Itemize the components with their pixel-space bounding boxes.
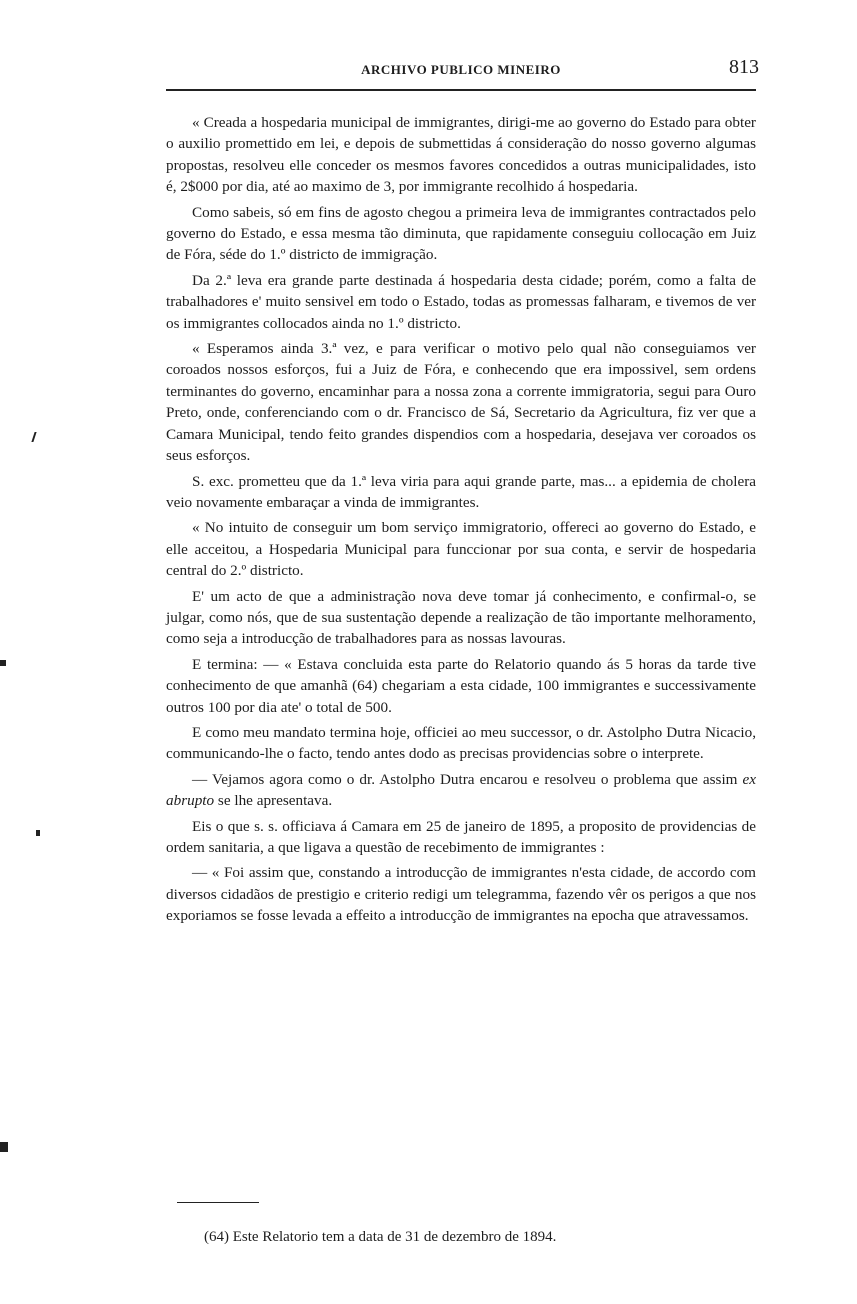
margin-mark bbox=[0, 660, 6, 666]
footnote-rule bbox=[177, 1202, 259, 1203]
paragraph: Da 2.ª leva era grande parte destinada á hospedaria desta cidade; porém, como a falta de trabalhadores e' muito sensivel em todo o Estado, todas as promessas falharam, e tivemos de ver os immigrantes collocados ainda no 1.º districto. bbox=[166, 271, 756, 332]
paragraph: « Creada a hospedaria municipal de immigrantes, dirigi-me ao governo do Estado para obter o auxilio promettido em lei, e depois de submettidas á consideração do nosso governo algumas propostas, resolveu elle conceder os mesmos favores concedidos a outras municipalidades, isto é, 2$000 por dia, até ao maximo de 3, por immigrante recolhido á hospedaria. bbox=[166, 114, 756, 196]
margin-mark bbox=[36, 830, 40, 836]
paragraph: S. exc. prometteu que da 1.ª leva viria para aqui grande parte, mas... a epidemia de cholera veio novamente embaraçar a vinda de immigrantes. bbox=[166, 472, 756, 511]
footnote: (64) Este Relatorio tem a data de 31 de dezembro de 1894. bbox=[204, 1229, 557, 1245]
margin-mark bbox=[0, 1142, 8, 1152]
paragraph: « Esperamos ainda 3.ª vez, e para verificar o motivo pelo qual não conseguiamos ver coroados nossos esforços, fui a Juiz de Fóra, e conhecendo que era impossivel, sem ordens terminantes do governo, encaminhar para a nossa zona a corrente immigratoria, segui para Ouro Preto, onde, conferenciando com o dr. Francisco de Sá, Secretario da Agricultura, fiz ver que a Camara Municipal, tendo feito grandes dispendios com a hospedaria, desejava ver coroados os seus esforços. bbox=[166, 340, 756, 465]
margin-mark bbox=[31, 432, 36, 442]
paragraph: E' um acto de que a administração nova deve tomar já conhecimento, e confirmal-o, se julgar, como nós, que de sua sustentação depende a realização de tão importante melhoramento, como seja a introducção de trabalhadores para as nossas lavouras. bbox=[166, 587, 756, 648]
italic-phrase: ex abrupto bbox=[166, 770, 756, 810]
paragraph: Como sabeis, só em fins de agosto chegou a primeira leva de immigrantes contractados pelo governo do Estado, e essa mesma tão diminuta, que rapidamente conseguiu collocação em Juiz de Fóra, séde do 1.º districto de immigração. bbox=[166, 203, 756, 264]
paragraph: « No intuito de conseguir um bom serviço immigratorio, offereci ao governo do Estado, e elle acceitou, a Hospedaria Municipal para funccionar por sua conta, e servir de hospedaria central do 2.º districto. bbox=[166, 519, 756, 580]
running-title: ARCHIVO PUBLICO MINEIRO bbox=[361, 62, 561, 77]
body-text bbox=[166, 112, 756, 931]
paragraph: Eis o que s. s. officiava á Camara em 25 de janeiro de 1895, a proposito de providencias de ordem sanitaria, a que ligava a questão de recebimento de immigrantes : bbox=[166, 817, 756, 856]
paragraph: — « Foi assim que, constando a introducção de immigrantes n'esta cidade, de accordo com diversos cidadãos de prestigio e criterio redigi um telegramma, fazendo vêr os perigos a que nos exporiamos se fosse levada a effeito a introducção de immigrantes na epocha que atravessamos. bbox=[166, 864, 756, 925]
paragraph: E termina: — « Estava concluida esta parte do Relatorio quando ás 5 horas da tarde tive conhecimento de que amanhã (64) chegariam a esta cidade, 100 immigrantes e successivamente outros 100 por dia ate' o total de 500. bbox=[166, 655, 756, 716]
paragraph: E como meu mandato termina hoje, officiei ao meu successor, o dr. Astolpho Dutra Nicacio, communicando-lhe o facto, tendo antes dodo as precisas providencias sobre o interprete. bbox=[166, 723, 756, 763]
paragraph: — Vejamos agora como o dr. Astolpho Dutra encarou e resolveu o problema que assim ex abrupto se lhe apresentava. bbox=[166, 770, 756, 810]
header-rule bbox=[166, 89, 756, 91]
page-header bbox=[163, 56, 759, 86]
page-number: 813 bbox=[729, 56, 759, 78]
